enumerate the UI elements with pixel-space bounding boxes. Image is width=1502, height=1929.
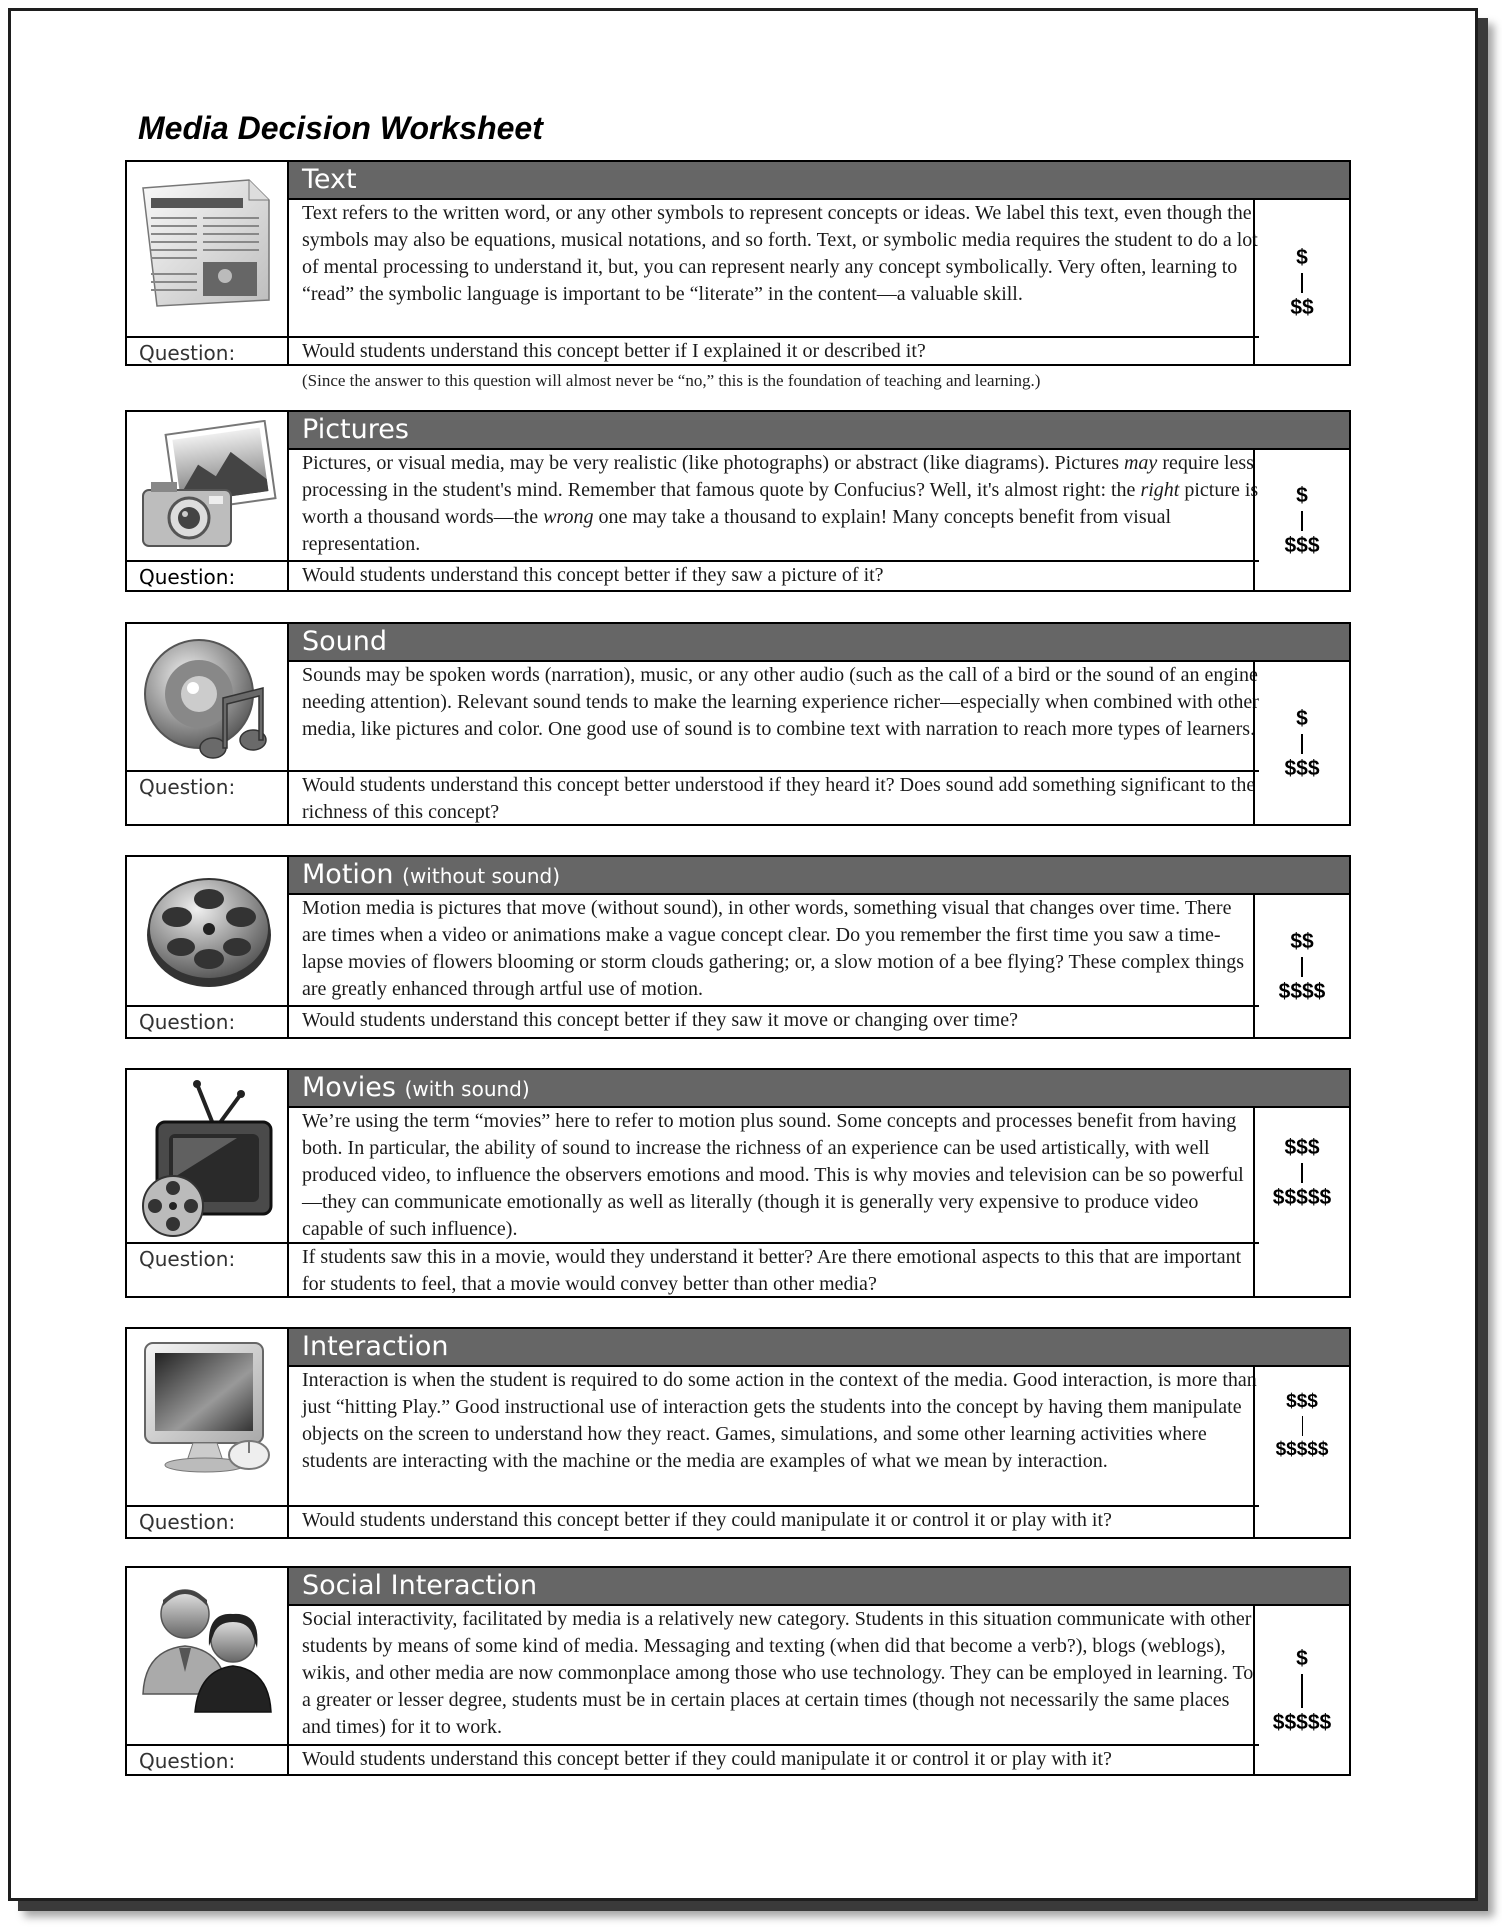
section-title: Pictures	[302, 414, 409, 445]
page-title: Media Decision Worksheet	[138, 110, 543, 146]
section-body	[289, 1108, 1349, 1298]
section-body	[289, 895, 1349, 1039]
section-header	[289, 1568, 1349, 1606]
text-note: (Since the answer to this question will almost never be “no,” this is the foundation of teaching and learning.)	[302, 371, 1041, 390]
section-question: Would students understand this concept better if they saw it move or changing over time?	[289, 1005, 1259, 1039]
description-text: one may take a thousand to explain! Many concepts benefit from visual representation.	[302, 506, 1172, 555]
newspaper-icon	[137, 170, 279, 320]
section-description: Text refers to the written word, or any other symbols to represent concepts or ideas. We label this text, even though the symbols may also be equations, musical notations, and so forth. Text, or symbolic media requires the student to do a lot of mental processing to understand it, but, you can represent nearly any concept symbolically. Very often, learning to “read” the symbolic language is important to be “literate” in the content—a valuable skill.	[302, 202, 1258, 305]
section-body	[289, 1606, 1349, 1776]
section-header	[289, 1070, 1349, 1108]
description-text: picture is worth a thousand words—the	[302, 479, 1259, 528]
speaker-music-icon	[137, 632, 279, 767]
cost-high: $$$$$	[1272, 1186, 1332, 1209]
cost-high: $$$$$	[1275, 1439, 1329, 1460]
question-label: Question:	[127, 1744, 289, 1776]
section-subtitle: (with sound)	[404, 1077, 530, 1101]
cost-high: $$	[1290, 296, 1314, 319]
film-reel-icon	[137, 865, 279, 995]
section-title: Movies	[302, 1072, 396, 1103]
section-title: Text	[302, 164, 357, 195]
question-label: Question:	[127, 1005, 289, 1039]
cost-range	[1253, 662, 1349, 826]
people-icon	[137, 1576, 279, 1726]
cost-range	[1253, 1108, 1349, 1298]
section-title: Sound	[302, 626, 388, 657]
cost-high: $$$$	[1278, 980, 1326, 1003]
cost-range-bar	[1301, 957, 1303, 977]
section-question: Would students understand this concept better if they saw a picture of it?	[289, 560, 1259, 592]
section-title: Interaction	[302, 1331, 449, 1362]
cost-low: $$$	[1284, 1136, 1320, 1159]
icon-cell	[127, 162, 289, 336]
section-description: Interaction is when the student is required to do some action in the context of the media. Good interaction, is more than just “hitting Play.” Good instructional use of interaction gets the students into the concept by having them manipulate objects on the screen to understand how they react. Games, simulations, and some other learning activities where students are interacting with the machine or the media are examples of what we mean by interaction.	[302, 1369, 1257, 1472]
cost-low: $$	[1290, 930, 1314, 953]
section-body	[289, 450, 1349, 592]
section-motion	[125, 855, 1351, 1039]
section-description: We’re using the term “movies” here to refer to motion plus sound. Some concepts and processes benefit from having both. In particular, the ability of sound to increase the richness of an experience can be used artistically, with well produced video, to influence the observers emotions and mood. This is why movies and television can be so powerful—they can communicate emotionally as well as literally (though it is generally very expensive to produce video capable of such influence).	[302, 1110, 1244, 1240]
section-question: Would students understand this concept better if I explained it or described it?	[289, 336, 1259, 366]
section-question: Would students understand this concept better understood if they heard it? Does sound add something significant to the richness of this concept?	[289, 770, 1259, 826]
section-header	[289, 1329, 1349, 1367]
section-title: Social Interaction	[302, 1570, 538, 1601]
television-icon	[137, 1078, 279, 1238]
cost-range	[1253, 895, 1349, 1039]
section-body	[289, 662, 1349, 826]
section-text	[125, 160, 1351, 366]
cost-range	[1253, 200, 1349, 366]
section-body	[289, 200, 1349, 366]
section-social-interaction	[125, 1566, 1351, 1776]
cost-high: $$$$$	[1272, 1711, 1332, 1734]
icon-cell	[127, 624, 289, 770]
description-text: Pictures, or visual media, may be very realistic (like photographs) or abstract (like diagrams). Pictures	[302, 452, 1124, 474]
cost-range	[1253, 1367, 1349, 1539]
icon-cell	[127, 857, 289, 1005]
cost-high: $$$	[1284, 534, 1320, 557]
section-question: If students saw this in a movie, would they understand it better? Are there emotional aspects to this that are important for students to feel, that a movie would convey better than other media?	[289, 1242, 1259, 1298]
section-question: Would students understand this concept better if they could manipulate it or control it or play with it?	[289, 1744, 1259, 1776]
icon-cell	[127, 1568, 289, 1744]
cost-range-bar	[1301, 1674, 1303, 1708]
computer-monitor-icon	[137, 1337, 279, 1487]
icon-cell	[127, 412, 289, 560]
section-interaction	[125, 1327, 1351, 1539]
section-description: Sounds may be spoken words (narration), music, or any other audio (such as the call of a bird or the sound of an engine needing attention). Relevant sound tends to make the learning experience richer—especially when combined with other media, like pictures and color. One good use of sound is to combine text with narration to reach more types of learners.	[302, 664, 1259, 740]
section-header	[289, 857, 1349, 895]
cost-range-bar	[1301, 734, 1303, 754]
section-description: Motion media is pictures that move (without sound), in other words, something visual that changes over time. There are times when a video or animations make a vague concept clear. Do you remember the first time you saw a time-lapse movies of flowers blooming or storm clouds gathering; or, a slow motion of a bee flying? These complex things are greatly enhanced through artful use of motion.	[302, 897, 1244, 1000]
section-description: Social interactivity, facilitated by media is a relatively new category. Students in this situation communicate with other students by means of some kind of media. Messaging and texting (when did that become a verb?), blogs (weblogs), wikis, and other media are now commonplace among those who use technology. They can be employed in learning. To a greater or lesser degree, students must be in certain places at certain times (though not necessarily the same places and times) for it to work.	[302, 1608, 1254, 1738]
section-sound	[125, 622, 1351, 826]
section-pictures	[125, 410, 1351, 592]
cost-range-bar	[1301, 1163, 1303, 1183]
cost-range-bar	[1301, 273, 1303, 293]
cost-range-bar	[1302, 1416, 1303, 1436]
section-movies	[125, 1068, 1351, 1298]
question-label: Question:	[127, 560, 289, 592]
section-header	[289, 412, 1349, 450]
section-title: Motion	[302, 859, 394, 890]
question-label: Question:	[127, 770, 289, 826]
icon-cell	[127, 1329, 289, 1505]
question-label: Question:	[127, 336, 289, 366]
section-subtitle: (without sound)	[402, 864, 560, 888]
cost-range	[1253, 450, 1349, 592]
cost-low: $$$	[1286, 1391, 1318, 1412]
cost-high: $$$	[1284, 757, 1320, 780]
emphasis-right: right	[1140, 479, 1180, 501]
section-header	[289, 162, 1349, 200]
question-label: Question:	[127, 1505, 289, 1539]
cost-low: $	[1296, 1647, 1308, 1670]
section-body	[289, 1367, 1349, 1539]
cost-low: $	[1296, 484, 1308, 507]
icon-cell	[127, 1070, 289, 1242]
emphasis-wrong: wrong	[543, 506, 594, 528]
cost-low: $	[1296, 707, 1308, 730]
cost-range	[1253, 1606, 1349, 1776]
section-description	[289, 450, 1259, 560]
camera-photo-icon	[137, 420, 279, 550]
section-header	[289, 624, 1349, 662]
question-label: Question:	[127, 1242, 289, 1298]
emphasis-may: may	[1123, 452, 1158, 474]
cost-low: $	[1296, 246, 1308, 269]
cost-range-bar	[1301, 511, 1303, 531]
section-question: Would students understand this concept better if they could manipulate it or control it or play with it?	[289, 1505, 1259, 1539]
description-text: require less processing in the student's mind. Remember that famous quote by Confucius? Well, it's almost right: the	[302, 452, 1254, 501]
